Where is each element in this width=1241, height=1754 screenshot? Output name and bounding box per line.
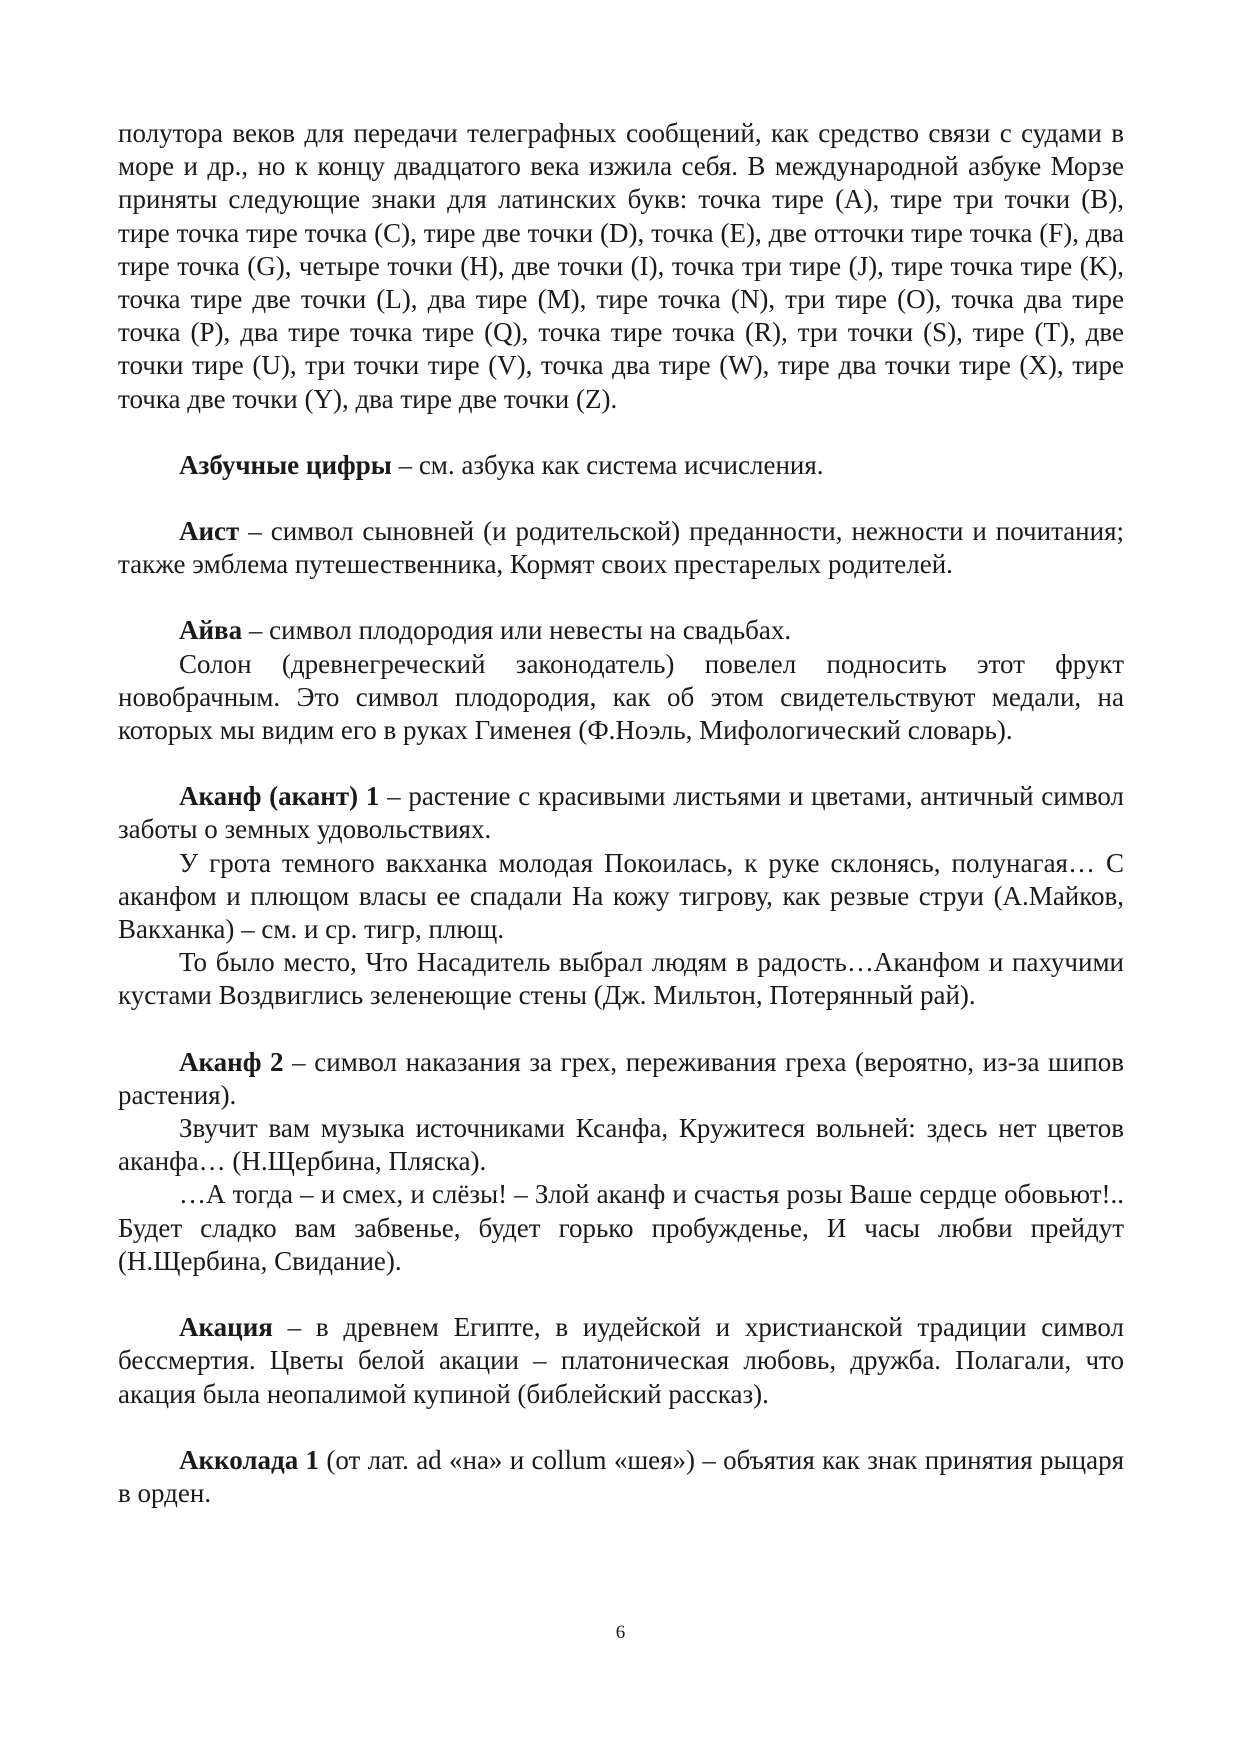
entry-term: Аист — [179, 516, 240, 547]
entry-definition — [118, 1311, 1124, 1411]
entry-quote: То было место, Что Насадитель выбрал людям в радость…Аканфом и пахучими кустами Воздвиглись зеленеющие стены (Дж. Мильтон, Потерянный рай). — [118, 947, 1124, 1011]
entry-term: Аканф 2 — [179, 1046, 284, 1077]
entry-definition — [118, 515, 1124, 581]
entry-definition — [118, 449, 1124, 482]
entry-text: – растение с красивыми листьями и цветами, античный символ заботы о земных удовольствиях. — [118, 781, 1125, 845]
entry-text: – символ сыновней (и родительской) преданности, нежности и почитания; также эмблема путешественника, Кормят своих престарелых родителей. — [118, 516, 1124, 580]
entry-akanf-1 — [118, 780, 1124, 1012]
page-number: 6 — [615, 1622, 626, 1643]
entry-text: – в древнем Египте, в иудейской и христианской традиции символ бессмертия. Цветы белой акации – платоническая любовь, дружба. Полагали, что акация была неопалимой купиной (библейский рассказ). — [118, 1312, 1124, 1409]
entry-term: Аканф (акант) 1 — [179, 781, 380, 812]
entry-quote: У грота темного вакханка молодая Покоилась, к руке склонясь, полунагая… С аканфом и плющом власы ее спадали На кожу тигрову, как резвые струи (А.Майков, Вакханка) – см. и ср. тигр, плющ. — [118, 847, 1124, 945]
entry-term: Акколада 1 — [179, 1444, 320, 1475]
intro-paragraph: полутора веков для передачи телеграфных сообщений, как средство связи с судами в море и др., но к концу двадцатого века изжила себя. В международной азбуке Морзе приняты следующие знаки для латинских букв: точка тире (A), тире три точки (B), тире точка тире точка (C), тире две точки (D), точка (E), две отточки тире точка (F), два тире точка (G), четыре точки (H), две точки (I), точка три тире (J), тире точка тире (K), точка тире две точки (L), два тире (M), тире точка (N), три тире (O), точка два тире точка (P), два тире точка тире (Q), точка тире точка (R), три точки (S), тире (T), две точки тире (U), три точки тире (V), точка два тире (W), тире два точки тире (X), тире точка две точки (Y), два тире две точки (Z). — [118, 118, 1124, 414]
entry-definition — [118, 614, 1124, 647]
entry-aist — [118, 515, 1124, 581]
entry-azbuchnye-cifry — [118, 449, 1124, 482]
entry-term: Айва — [179, 615, 243, 646]
entry-quote: …А тогда – и смех, и слёзы! – Злой аканф и счастья розы Ваше сердце обовьют!.. Будет сладко вам забвенье, будет горько пробужденье, И часы любви прейдут (Н.Щербина, Свидание). — [118, 1179, 1124, 1276]
entry-text: (от лат. ad «на» и collum «шея») – объятия как знак принятия рыцаря в орден. — [118, 1444, 1124, 1508]
entry-definition — [118, 780, 1124, 846]
entry-quote: Звучит вам музыка источниками Ксанфа, Кружитеся вольней: здесь нет цветов аканфа… (Н.Щербина, Пляска). — [118, 1113, 1124, 1177]
entry-akkolada-1 — [118, 1444, 1124, 1510]
entry-akaciya — [118, 1311, 1124, 1411]
entry-text: – см. азбука как система исчисления. — [391, 449, 824, 480]
entry-text: – символ наказания за грех, переживания греха (вероятно, из-за шипов растения). — [118, 1046, 1124, 1110]
entry-quote: Солон (древнегреческий законодатель) повелел подносить этот фрукт новобрачным. Это символ плодородия, как об этом свидетельствуют медали, на которых мы видим его в руках Гименея (Ф.Ноэль, Мифологический словарь). — [118, 648, 1124, 746]
entry-akanf-2 — [118, 1046, 1124, 1278]
entry-aiva — [118, 614, 1124, 747]
entry-term: Азбучные цифры — [179, 449, 392, 480]
entry-text: – символ плодородия или невесты на свадьбах. — [242, 615, 792, 646]
entry-definition — [118, 1444, 1124, 1510]
entry-definition — [118, 1046, 1124, 1112]
entry-term: Акация — [179, 1312, 273, 1343]
